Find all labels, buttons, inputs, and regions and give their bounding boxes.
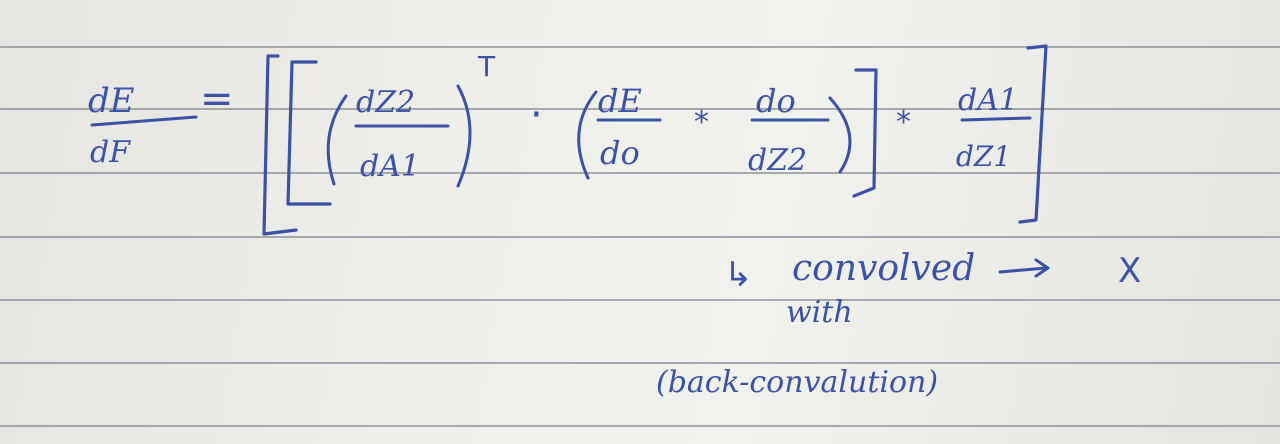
right-paren <box>830 98 850 172</box>
equals-sign: = <box>200 76 234 122</box>
outer-right-bracket <box>1020 46 1046 222</box>
left-paren <box>579 92 596 178</box>
right-arrow-icon <box>1000 260 1048 276</box>
inner-right-bracket <box>854 70 876 196</box>
multiply-operator: * <box>694 105 709 140</box>
term3-numerator: do <box>756 82 796 120</box>
term2-denominator: do <box>600 134 640 172</box>
lhs-numerator: dE <box>88 81 135 121</box>
lhs-denominator: dF <box>90 135 131 170</box>
right-paren <box>458 86 470 186</box>
term1-denominator: dA1 <box>360 149 420 184</box>
lhs-fraction <box>88 81 196 170</box>
left-paren <box>328 96 346 184</box>
annotation-back-convolution-note: (back-convalution) <box>656 365 939 400</box>
annotation-word-convolved: convolved <box>792 248 976 289</box>
term2-numerator: dE <box>598 82 642 120</box>
annotation-target-x: X <box>1118 251 1142 291</box>
annotation-word-with: with <box>786 295 853 330</box>
dot-operator: · <box>530 92 543 138</box>
inner-left-bracket <box>288 62 330 204</box>
transpose-superscript: T <box>478 50 496 83</box>
term1-numerator: dZ2 <box>356 85 416 120</box>
fraction-bar <box>962 118 1030 120</box>
hook-arrow-icon: ↳ <box>724 255 753 295</box>
term3-denominator: dZ2 <box>748 143 808 178</box>
term4-numerator: dA1 <box>958 83 1018 118</box>
term4-denominator: dZ1 <box>956 140 1012 173</box>
multiply-operator: * <box>896 105 911 140</box>
